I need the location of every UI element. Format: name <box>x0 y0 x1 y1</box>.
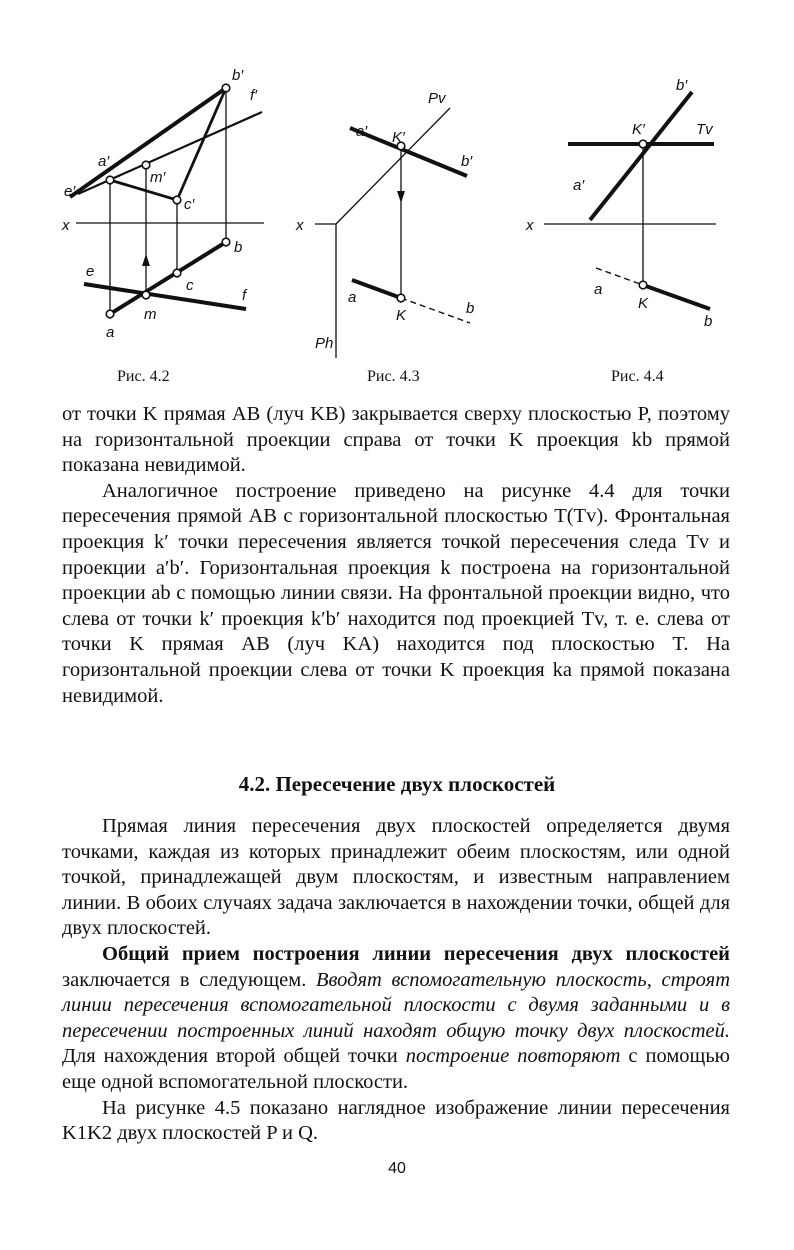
label-k1: K′ <box>632 121 645 138</box>
text-span: Для нахождения второй общей точки <box>62 1045 406 1068</box>
point-a <box>106 310 114 318</box>
figure-4-4 <box>525 77 716 330</box>
label-k: K <box>396 307 407 324</box>
label-e1: e′ <box>64 183 76 200</box>
label-x: x <box>296 217 304 234</box>
line-ef <box>84 284 246 309</box>
label-m: m <box>144 306 157 323</box>
line-kb-hidden <box>401 298 470 323</box>
label-b: b <box>234 239 243 256</box>
point-m1 <box>142 161 150 169</box>
label-c1: c′ <box>184 196 195 213</box>
label-a: a <box>348 289 357 306</box>
text-block-top <box>62 402 730 709</box>
text-block-bottom <box>62 814 730 1147</box>
bold-phrase: Общий прием построения линии пересечения двух плоскостей <box>102 942 730 965</box>
paragraph-3: Прямая линия пересечения двух плоскостей определяется двумя точками, каждая из которых принадлежит обеим плоскостям, или одной точкой, принадлежащей двум плоскостям, и известным направлением линии. В обоих случаях задача заключается в нахождении точки, общей для двух плоскостей. <box>62 815 730 940</box>
label-b1: b′ <box>461 153 473 170</box>
figures-area <box>0 0 794 400</box>
point-m <box>142 291 150 299</box>
paragraph-1: от точки K прямая AB (луч KB) закрывается сверху плоскостью P, поэтому на горизонтальной проекции справа от точки K проекция kb прямой показана невидимой. <box>62 403 730 477</box>
label-tv: Tv <box>696 121 713 138</box>
label-a1: a′ <box>573 177 585 194</box>
figure-4-2 <box>61 67 264 341</box>
label-pv: Pv <box>428 90 446 107</box>
label-m1: m′ <box>150 169 166 186</box>
point-k1 <box>639 140 647 148</box>
italic-phrase: Вводят вспомогательную плоскость, строят линии пересечения вспомогательной плоскости с двумя заданными и в пересечении построенных линий находят общую точку двух плоскостей. <box>62 968 730 1042</box>
label-a: a <box>106 324 115 341</box>
arrow-down-icon <box>397 191 405 203</box>
label-b1: b′ <box>676 77 688 94</box>
paragraph-4 <box>62 942 730 1096</box>
line-a1b1 <box>350 128 467 176</box>
line-a1b1 <box>590 92 692 220</box>
caption-fig-4-3: Рис. 4.3 <box>367 368 420 385</box>
label-x: x <box>62 217 70 234</box>
trace-pv <box>336 108 450 224</box>
line-ak-hidden <box>596 268 643 285</box>
figure-4-3 <box>295 90 474 358</box>
point-a1 <box>106 176 114 184</box>
text-span: заключается в следующем. <box>62 968 317 991</box>
italic-phrase: построение повторяют <box>405 1045 621 1068</box>
label-a: a <box>594 281 603 298</box>
line-ak <box>352 280 401 298</box>
label-f: f <box>242 287 247 304</box>
label-e: e <box>86 263 95 280</box>
line-kb <box>643 285 710 309</box>
label-a1: a′ <box>98 153 110 170</box>
point-k <box>639 281 647 289</box>
label-ph: Ph <box>315 335 334 352</box>
paragraph-2: Аналогичное построение приведено на рисунке 4.4 для точки пересечения прямой AB с горизонтальной плоскостью T(Tv). Фронтальная проекция k′ точки пересечения является точкой пересечения следа Tv и проекции a′b′. Горизонтальная проекция k построена на горизонтальной проекции ab с помощью линии связи. На фронтальной проекции видно, что слева от точки k′ проекция k′b′ находится под проекцией Tv, т. е. слева от точки K прямая AB (луч KA) находится под плоскостью T. На горизонтальной проекции слева от точки K проекция ka прямой показана невидимой. <box>62 479 730 707</box>
section-heading: 4.2. Пересечение двух плоскостей <box>238 772 556 796</box>
label-x: x <box>526 217 534 234</box>
point-c <box>173 269 181 277</box>
text-span: с помощью еще одной вспомогательной плоскости. <box>62 1045 730 1093</box>
paragraph-5: На рисунке 4.5 показано наглядное изображение линии пересечения K1K2 двух плоскостей P и Q. <box>62 1096 730 1145</box>
label-b: b <box>704 313 713 330</box>
line-a1c1 <box>110 180 177 200</box>
label-a1: a′ <box>356 123 368 140</box>
caption-fig-4-2: Рис. 4.2 <box>117 368 170 385</box>
point-c1 <box>173 196 181 204</box>
point-k <box>397 294 405 302</box>
label-f1: f′ <box>250 87 257 104</box>
point-b <box>222 238 230 246</box>
arrow-up-icon <box>142 254 150 266</box>
caption-fig-4-4: Рис. 4.4 <box>611 368 664 385</box>
label-k: K <box>638 295 649 312</box>
label-b1: b′ <box>232 67 244 84</box>
point-b1 <box>222 84 230 92</box>
label-b: b <box>466 300 475 317</box>
label-c: c <box>186 277 194 294</box>
page-number: 40 <box>388 1160 406 1177</box>
label-k1: K′ <box>392 129 405 146</box>
